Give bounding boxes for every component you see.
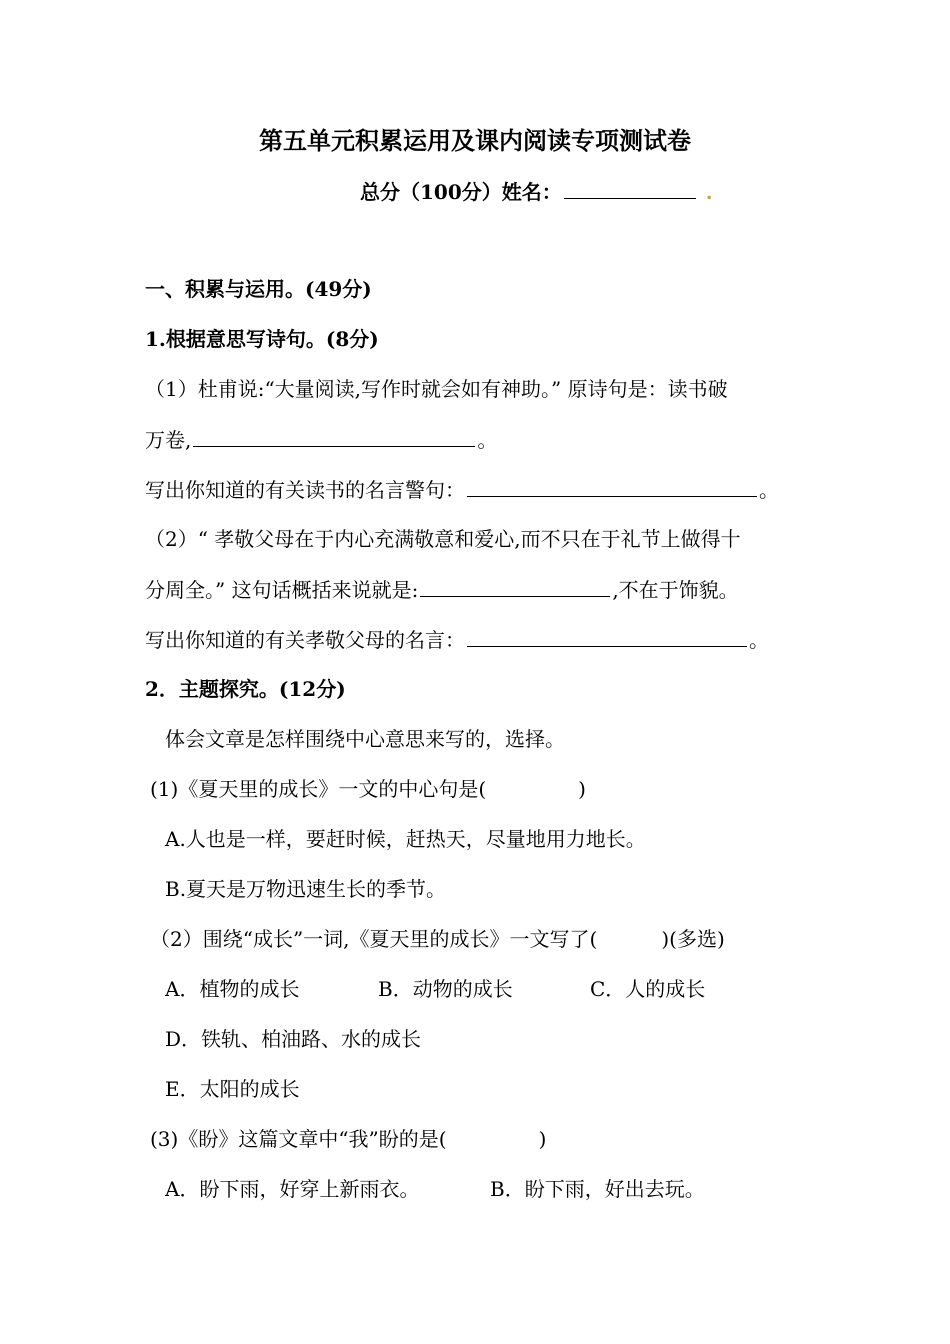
decorative-dot: . (705, 180, 713, 204)
q2-sub1-option-a: A.人也是一样，要赶时候，赶热天，尽量地用力地长。 (165, 827, 646, 851)
q1-p1-line2 (145, 426, 497, 453)
reading-quote-blank[interactable] (467, 476, 757, 497)
q2-sub3-option-a: A．盼下雨，好穿上新雨衣。 (165, 1177, 420, 1201)
q2-sub1-question-suffix: ) (578, 777, 586, 801)
q1-p1-line2-prefix: 万卷, (145, 428, 192, 452)
q2-sub3-question-prefix: (3)《盼》这篇文章中“我”盼的是( (150, 1127, 447, 1151)
section1-heading: 一、积累与运用。(49分) (145, 277, 372, 301)
score-name-line (360, 178, 713, 205)
q2-sub3-option-b: B．盼下雨，好出去玩。 (490, 1177, 705, 1201)
q2-sub2-option-a: A．植物的成长 (165, 977, 300, 1001)
q1-p1-line3-prefix: 写出你知道的有关读书的名言警句： (145, 478, 465, 502)
q2-sub2-option-d: D．铁轨、柏油路、水的成长 (165, 1027, 422, 1051)
q2-sub1-option-b: B.夏天是万物迅速生长的季节。 (165, 877, 447, 901)
q1-heading: 1.根据意思写诗句。(8分) (145, 327, 379, 351)
q2-heading: 2．主题探究。(12分) (145, 677, 346, 701)
score-name-label: 总分（100分）姓名： (360, 180, 562, 204)
q2-sub3-question-suffix: ) (538, 1127, 547, 1151)
summary-blank[interactable] (420, 576, 610, 597)
q1-p2-line3-prefix: 写出你知道的有关孝敬父母的名言： (145, 628, 465, 652)
q1-p1-line3 (145, 476, 779, 503)
q1-p2-line2-suffix: ,不在于饰貌。 (612, 578, 739, 602)
q1-p1-line1: （1）杜甫说:“大量阅读,写作时就会如有神助。” 原诗句是：读书破 (145, 377, 728, 401)
q2-sub3-question (150, 1126, 546, 1152)
page-title: 第五单元积累运用及课内阅读专项测试卷 (259, 126, 691, 155)
q1-p2-line2 (145, 576, 739, 603)
q2-sub1-question-prefix: (1)《夏天里的成长》一文的中心句是( (150, 777, 487, 801)
q1-p2-line3 (145, 626, 769, 653)
q1-p1-line2-suffix: 。 (477, 428, 498, 452)
q2-sub2-option-b: B．动物的成长 (378, 977, 513, 1001)
q1-p1-line3-suffix: 。 (759, 478, 779, 502)
name-blank[interactable] (564, 178, 696, 199)
q1-p2-line2-prefix: 分周全。” 这句话概括来说就是: (145, 578, 419, 602)
q2-sub2-question-suffix: )(多选) (661, 927, 725, 951)
q2-sub2-question (150, 926, 725, 952)
filial-quote-blank[interactable] (467, 626, 747, 647)
q2-intro: 体会文章是怎样围绕中心意思来写的，选择。 (165, 727, 565, 751)
q1-p2-line1: （2）“ 孝敬父母在于内心充满敬意和爱心,而不只在于礼节上做得十 (145, 527, 741, 551)
q2-sub2-option-c: C．人的成长 (590, 977, 706, 1001)
q2-sub2-question-prefix: （2）围绕“成长”一词,《夏天里的成长》一文写了( (150, 927, 598, 951)
q2-sub2-option-e: E．太阳的成长 (165, 1077, 300, 1101)
poem-blank[interactable] (193, 426, 475, 447)
q2-sub1-question (150, 776, 586, 802)
q1-p2-line3-suffix: 。 (749, 628, 769, 652)
